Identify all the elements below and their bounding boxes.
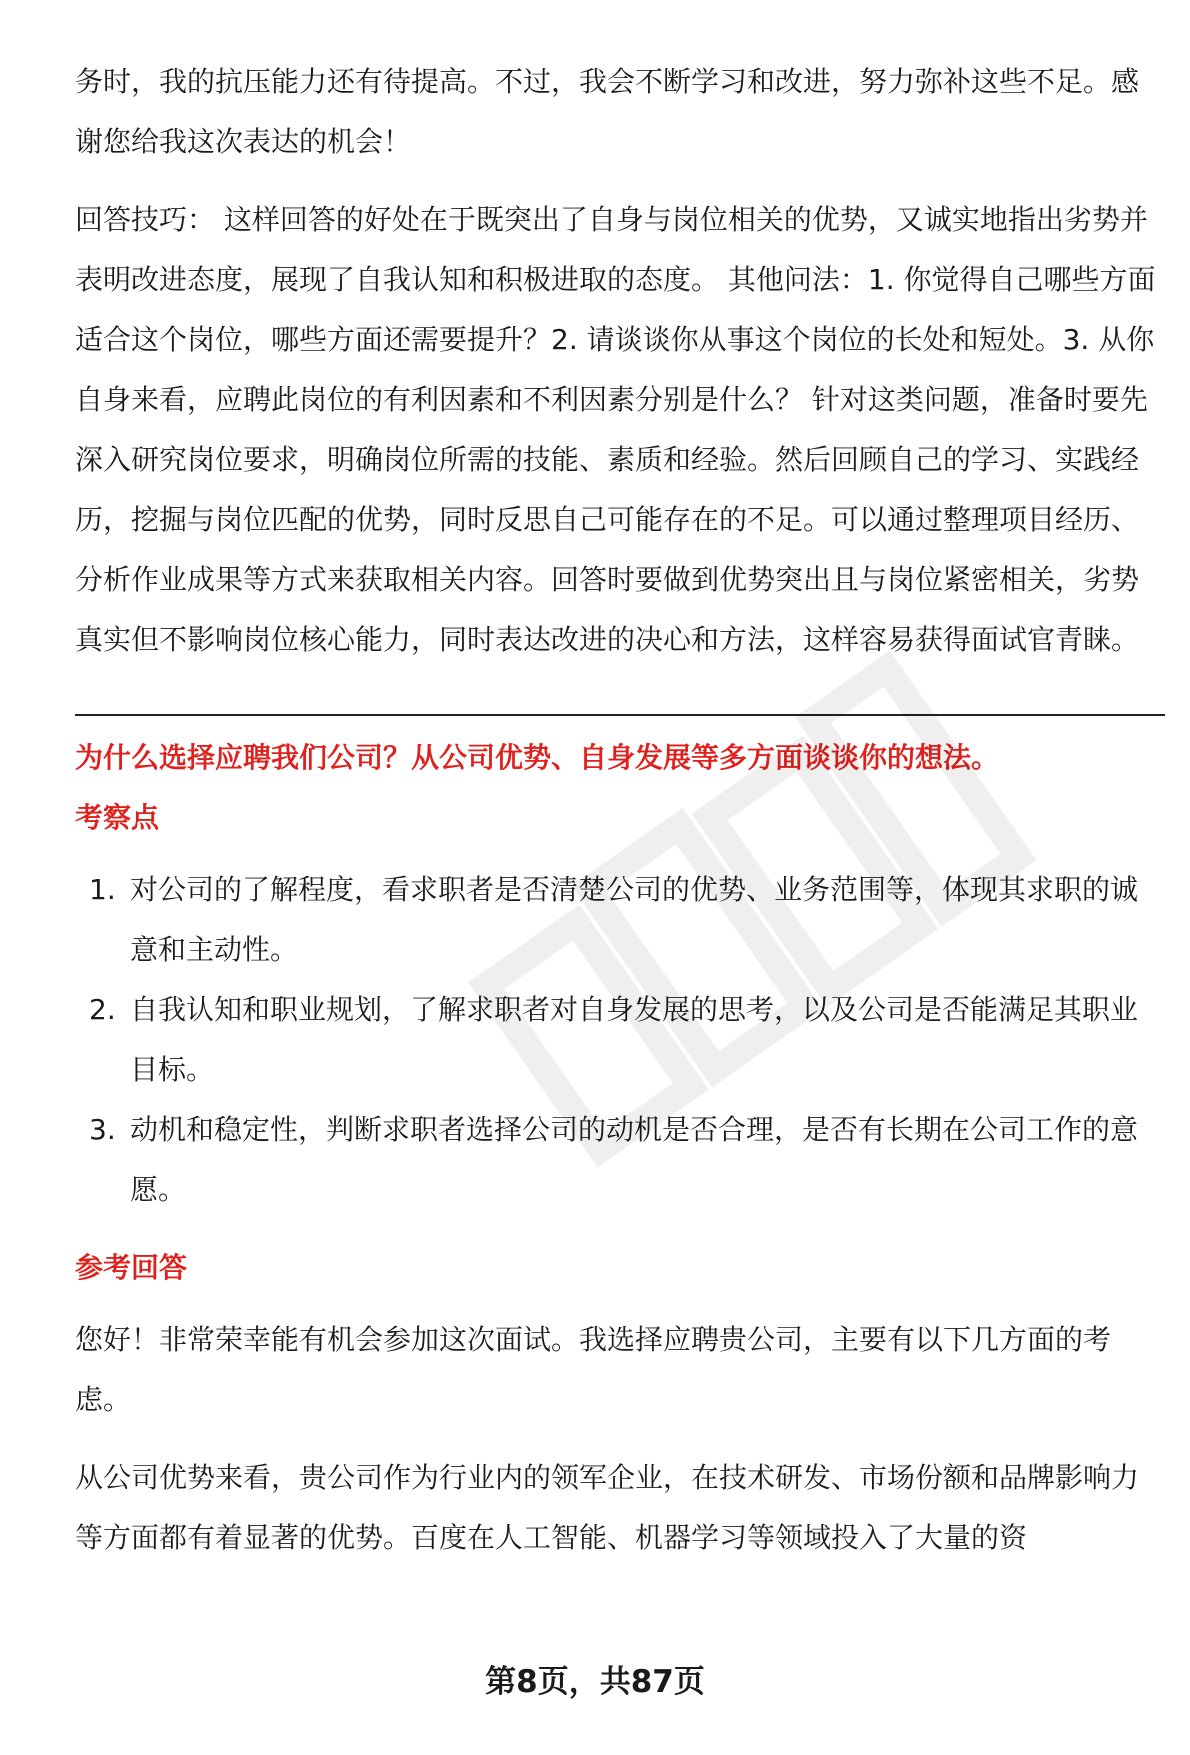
paragraph-continuation: 务时，我的抗压能力还有待提高。不过，我会不断学习和改进，努力弥补这些不足。感谢您给我这次表达的机会！ — [75, 65, 1140, 158]
list-item-number: 3. — [89, 1113, 116, 1146]
section-divider — [75, 714, 1165, 716]
list-item-text: 动机和稳定性，判断求职者选择公司的动机是否合理，是否有长期在公司工作的意愿。 — [130, 1113, 1139, 1206]
page-number: 第8页，共87页 — [485, 1664, 705, 1700]
list-item-number: 1. — [89, 873, 116, 906]
list-item-text: 自我认知和职业规划，了解求职者对自身发展的思考，以及公司是否能满足其职业目标。 — [130, 993, 1139, 1086]
list-item — [75, 1100, 1165, 1220]
list-item-number: 2. — [89, 993, 116, 1026]
list-item — [75, 860, 1165, 980]
answer-paragraph: 从公司优势来看，贵公司作为行业内的领军企业，在技术研发、市场份额和品牌影响力等方面都有着显著的优势。百度在人工智能、机器学习等领域投入了大量的资 — [75, 1461, 1140, 1554]
list-item-text: 对公司的了解程度，看求职者是否清楚公司的优势、业务范围等，体现其求职的诚意和主动性。 — [130, 873, 1139, 966]
list-item — [75, 980, 1165, 1100]
answer-paragraph: 您好！非常荣幸能有机会参加这次面试。我选择应聘贵公司，主要有以下几方面的考虑。 — [75, 1323, 1112, 1416]
question-title: 为什么选择应聘我们公司？从公司优势、自身发展等多方面谈谈你的想法。 — [75, 741, 1000, 774]
answer-heading: 参考回答 — [75, 1251, 188, 1284]
points-heading: 考察点 — [75, 801, 160, 834]
answer-tips-paragraph: 回答技巧： 这样回答的好处在于既突出了自身与岗位相关的优势，又诚实地指出劣势并表明改进态度，展现了自我认知和积极进取的态度。 其他问法：1. 你觉得自己哪些方面适合这个岗位，哪些方面还需要提升？2. 请谈谈你从事这个岗位的长处和短处。3. 从你自身来看，应聘此岗位的有利因素和不利因素分别是什么？ 针对这类问题，准备时要先深入研究岗位要求，明确岗位所需的技能、素质和经验。然后回顾自己的学习、实践经历，挖掘与岗位匹配的优势，同时反思自己可能存在的不足。可以通过整理项目经历、分析作业成果等方式来获取相关内容。回答时要做到优势突出且与岗位紧密相关，劣势真实但不影响岗位核心能力，同时表达改进的决心和方法，这样容易获得面试官青睐。 — [75, 203, 1156, 656]
document-body — [75, 52, 1165, 1586]
points-list — [75, 860, 1165, 1220]
